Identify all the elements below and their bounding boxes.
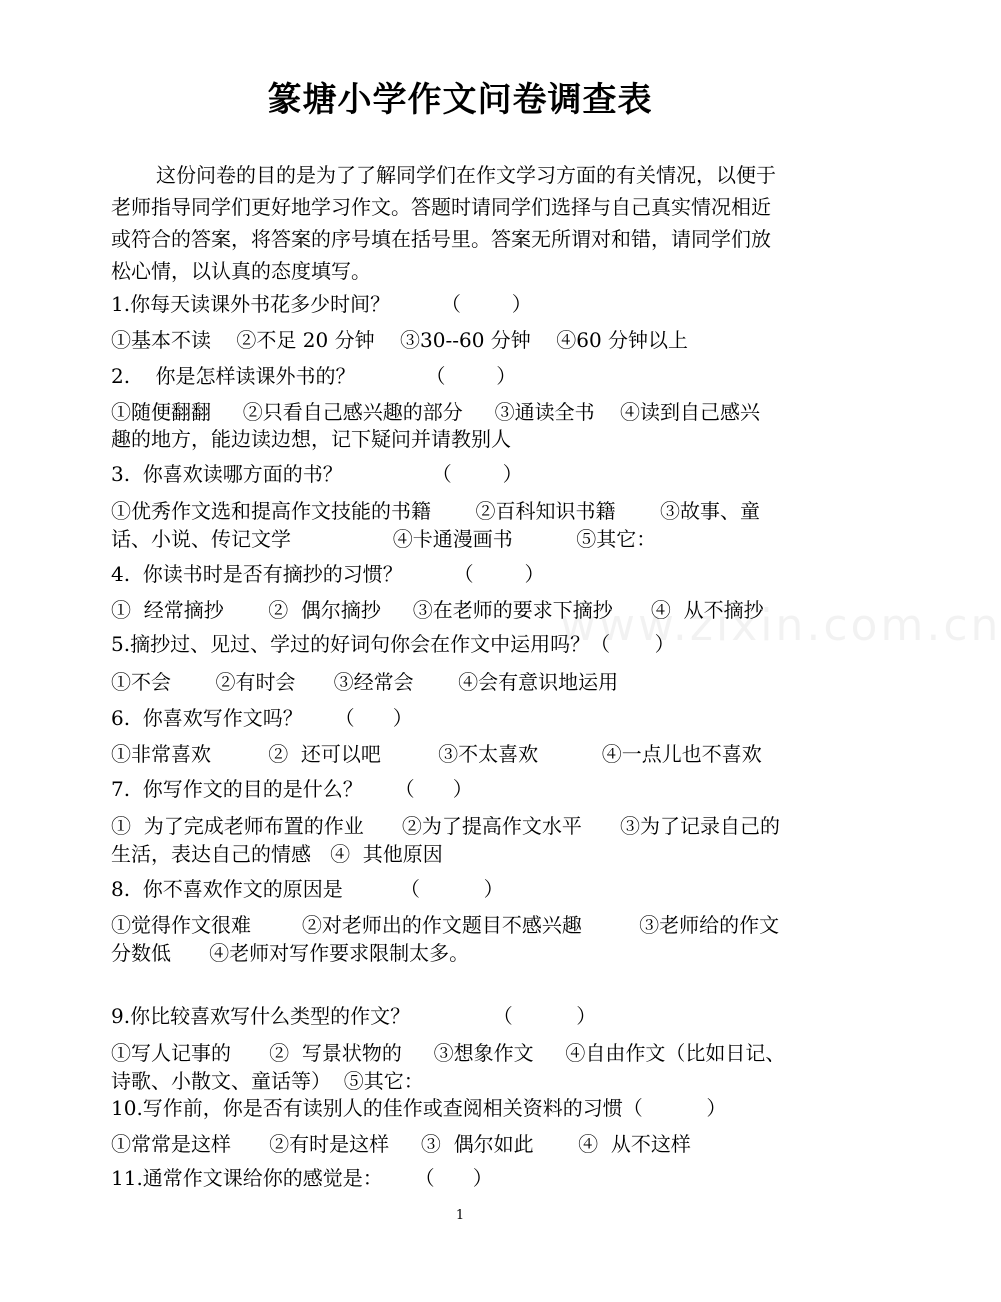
options-10: ①常常是这样 ②有时是这样 ③ 偶尔如此 ④ 从不这样: [111, 1132, 691, 1156]
intro-line: 这份问卷的目的是为了了解同学们在作文学习方面的有关情况，以便于: [156, 163, 776, 187]
question-8: 8. 你不喜欢作文的原因是 （ ）: [111, 877, 504, 901]
watermark: www.zixin.com.cn: [560, 600, 1001, 651]
options-2: ①随便翻翻 ②只看自己感兴趣的部分 ③通读全书 ④读到自己感兴: [111, 400, 761, 424]
question-9: 9.你比较喜欢写什么类型的作文？ （ ）: [111, 1004, 597, 1028]
intro-line: 老师指导同学们更好地学习作文。答题时请同学们选择与自己真实情况相近: [111, 195, 771, 219]
options-3: ①优秀作文选和提高作文技能的书籍 ②百科知识书籍 ③故事、童: [111, 499, 761, 523]
options-3-cont: 话、小说、传记文学 ④卡通漫画书 ⑤其它：: [111, 527, 657, 551]
question-6: 6. 你喜欢写作文吗？ （ ）: [111, 706, 413, 730]
options-6: ①非常喜欢 ② 还可以吧 ③不太喜欢 ④一点儿也不喜欢: [111, 742, 762, 766]
options-9-cont: 诗歌、小散文、童话等） ⑤其它：: [111, 1069, 424, 1093]
question-10: 10.写作前，你是否有读别人的佳作或查阅相关资料的习惯（ ）: [111, 1096, 727, 1120]
options-2-cont: 趣的地方，能边读边想，记下疑问并请教别人: [111, 427, 511, 451]
options-1: ①基本不读 ②不足 20 分钟 ③30--60 分钟 ④60 分钟以上: [111, 328, 689, 352]
options-5: ①不会 ②有时会 ③经常会 ④会有意识地运用: [111, 670, 619, 694]
page-number: 1: [455, 1208, 465, 1223]
options-8: ①觉得作文很难 ②对老师出的作文题目不感兴趣 ③老师给的作文: [111, 913, 780, 937]
question-7: 7. 你写作文的目的是什么？ （ ）: [111, 777, 473, 801]
question-3: 3. 你喜欢读哪方面的书？ （ ）: [111, 462, 523, 486]
question-11: 11.通常作文课给你的感觉是： （ ）: [111, 1166, 493, 1190]
question-2: 2. 你是怎样读课外书的？ （ ）: [111, 364, 517, 388]
options-7-cont: 生活，表达自己的情感 ④ 其他原因: [111, 842, 443, 866]
options-4: ① 经常摘抄 ② 偶尔摘抄 ③在老师的要求下摘抄 ④ 从不摘抄: [111, 598, 764, 622]
intro-line: 松心情，以认真的态度填写。: [111, 259, 371, 283]
options-7: ① 为了完成老师布置的作业 ②为了提高作文水平 ③为了记录自己的: [111, 814, 781, 838]
question-1: 1.你每天读课外书花多少时间？ （ ）: [111, 292, 532, 316]
options-9: ①写人记事的 ② 写景状物的 ③想象作文 ④自由作文（比如日记、: [111, 1041, 786, 1065]
page-title: 篆塘小学作文问卷调查表: [267, 80, 653, 120]
question-5: 5.摘抄过、见过、学过的好词句你会在作文中运用吗？（ ）: [111, 632, 675, 656]
options-8-cont: 分数低 ④老师对写作要求限制太多。: [111, 941, 470, 965]
question-4: 4. 你读书时是否有摘抄的习惯？ （ ）: [111, 562, 545, 586]
intro-line: 或符合的答案，将答案的序号填在括号里。答案无所谓对和错，请同学们放: [111, 227, 771, 251]
